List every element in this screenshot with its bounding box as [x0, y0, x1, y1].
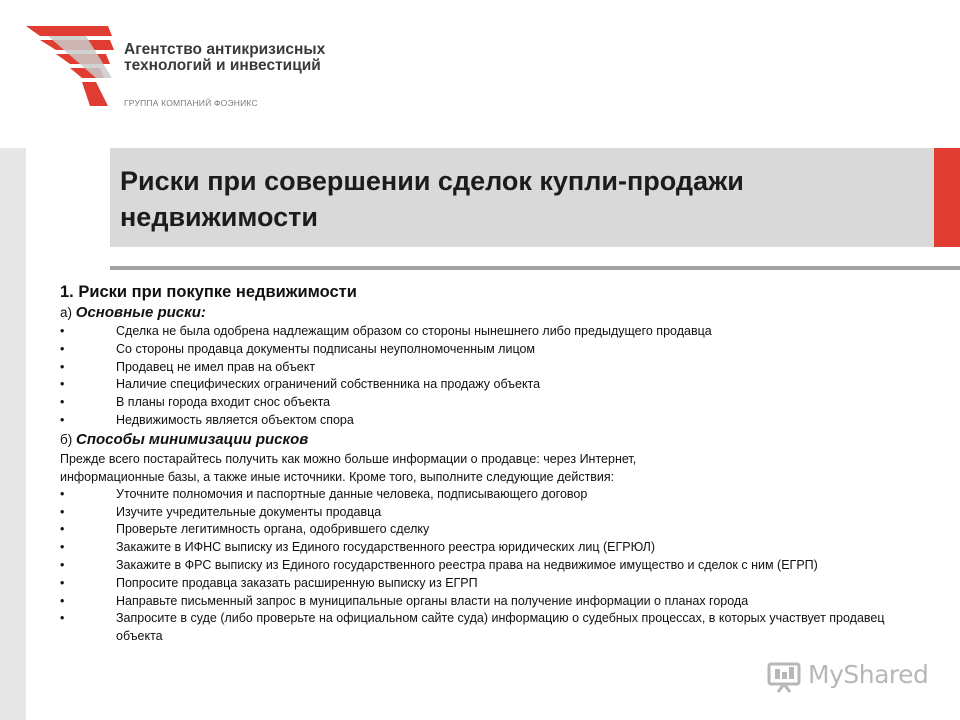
- list-item-text: Направьте письменный запрос в муниципальные органы власти на получение информации о планах города: [116, 593, 749, 608]
- bullet-glyph: •: [60, 359, 65, 374]
- list-item-text: Уточните полномочия и паспортные данные человека, подписывающего договор: [116, 486, 588, 501]
- watermark: [766, 658, 929, 694]
- slide-title-line2: недвижимости: [120, 202, 318, 232]
- list-item-text: Закажите в ФРС выписку из Единого государственного реестра права на недвижимое имущество и сделок с ним (ЕГРП): [116, 557, 818, 572]
- list-item-text: Сделка не была одобрена надлежащим образом со стороны нынешнего либо предыдущего продавца: [116, 324, 712, 338]
- section-heading: 1. Риски при покупке недвижимости: [60, 283, 357, 301]
- list-item-text: Недвижимость является объектом спора: [116, 412, 354, 427]
- bullet-glyph: •: [60, 324, 65, 338]
- list-item: [60, 575, 900, 593]
- bullet-glyph: •: [60, 486, 65, 501]
- list-item: [60, 521, 900, 539]
- list-item-text: Проверьте легитимность органа, одобрившего сделку: [116, 522, 430, 537]
- list-item-text: Попросите продавца заказать расширенную выписку из ЕГРП: [116, 575, 478, 590]
- slide-title: [120, 163, 920, 235]
- bullet-glyph: •: [60, 377, 65, 392]
- list-item-text: Изучите учредительные документы продавца: [116, 504, 382, 519]
- organization-name: [124, 42, 325, 74]
- left-decor-strip: [0, 148, 26, 720]
- sub-heading-prefix: а): [60, 305, 73, 320]
- sub-heading-prefix: б): [60, 431, 73, 447]
- list-item: [60, 359, 900, 377]
- bullet-glyph: •: [60, 575, 65, 590]
- organization-group: ГРУППА КОМПАНИЙ ФОЭНИКС: [124, 98, 258, 108]
- mitigation-intro-line1: Прежде всего постарайтесь получить как можно больше информации о продавце: через Интернет,: [60, 451, 637, 466]
- organization-name-line1: Агентство антикризисных: [124, 41, 326, 58]
- watermark-text: MyShared: [808, 660, 929, 689]
- list-item-text: Запросите в суде (либо проверьте на официальном сайте суда) информацию о судебных процессах, в которых участвует продавец объекта: [116, 611, 885, 644]
- bullet-glyph: •: [60, 593, 65, 608]
- list-item: [60, 486, 900, 504]
- list-item: [60, 539, 900, 557]
- list-item: [60, 610, 900, 646]
- list-item: [60, 557, 900, 575]
- mitigation-intro-line2: информационные базы, а также иные источники. Кроме того, выполните следующие действия:: [60, 469, 615, 484]
- bullet-glyph: •: [60, 540, 65, 555]
- title-underline: [110, 266, 960, 270]
- bullet-glyph: •: [60, 557, 65, 572]
- list-item: [60, 341, 900, 359]
- list-item-text: Со стороны продавца документы подписаны неуполномоченным лицом: [116, 341, 536, 356]
- sub-heading-title: Основные риски:: [75, 304, 206, 321]
- list-item-text: Продавец не имел прав на объект: [116, 359, 316, 374]
- bullet-glyph: •: [60, 504, 65, 519]
- agency-logo-icon: [26, 26, 116, 106]
- sub-heading-mitigation: [60, 430, 900, 450]
- list-item: [60, 504, 900, 522]
- bullet-glyph: •: [60, 522, 65, 537]
- bullet-glyph: •: [60, 341, 65, 356]
- sub-heading-title: Способы минимизации рисков: [76, 430, 309, 448]
- list-item-text: Наличие специфических ограничений собственника на продажу объекта: [116, 377, 541, 392]
- list-item: [60, 394, 900, 412]
- sub-heading-main-risks: [60, 303, 900, 323]
- bullet-glyph: •: [60, 395, 65, 410]
- list-item: [60, 412, 900, 430]
- bullet-glyph: •: [60, 412, 65, 427]
- main-risks-list: [60, 323, 900, 430]
- list-item: [60, 376, 900, 394]
- title-accent-bar: [934, 148, 960, 247]
- list-item: [60, 323, 900, 341]
- slide-title-line1: Риски при совершении сделок купли-продажи: [120, 166, 744, 196]
- presentation-board-icon: [766, 658, 802, 694]
- list-item: [60, 593, 900, 611]
- slide-content: [60, 281, 900, 646]
- organization-name-line2: технологий и инвестиций: [124, 57, 321, 74]
- list-item-text: Закажите в ИФНС выписку из Единого государственного реестра юридических лиц (ЕГРЮЛ): [116, 540, 656, 555]
- bullet-glyph: •: [60, 611, 65, 626]
- list-item-text: В планы города входит снос объекта: [116, 395, 331, 410]
- mitigation-actions-list: [60, 486, 900, 646]
